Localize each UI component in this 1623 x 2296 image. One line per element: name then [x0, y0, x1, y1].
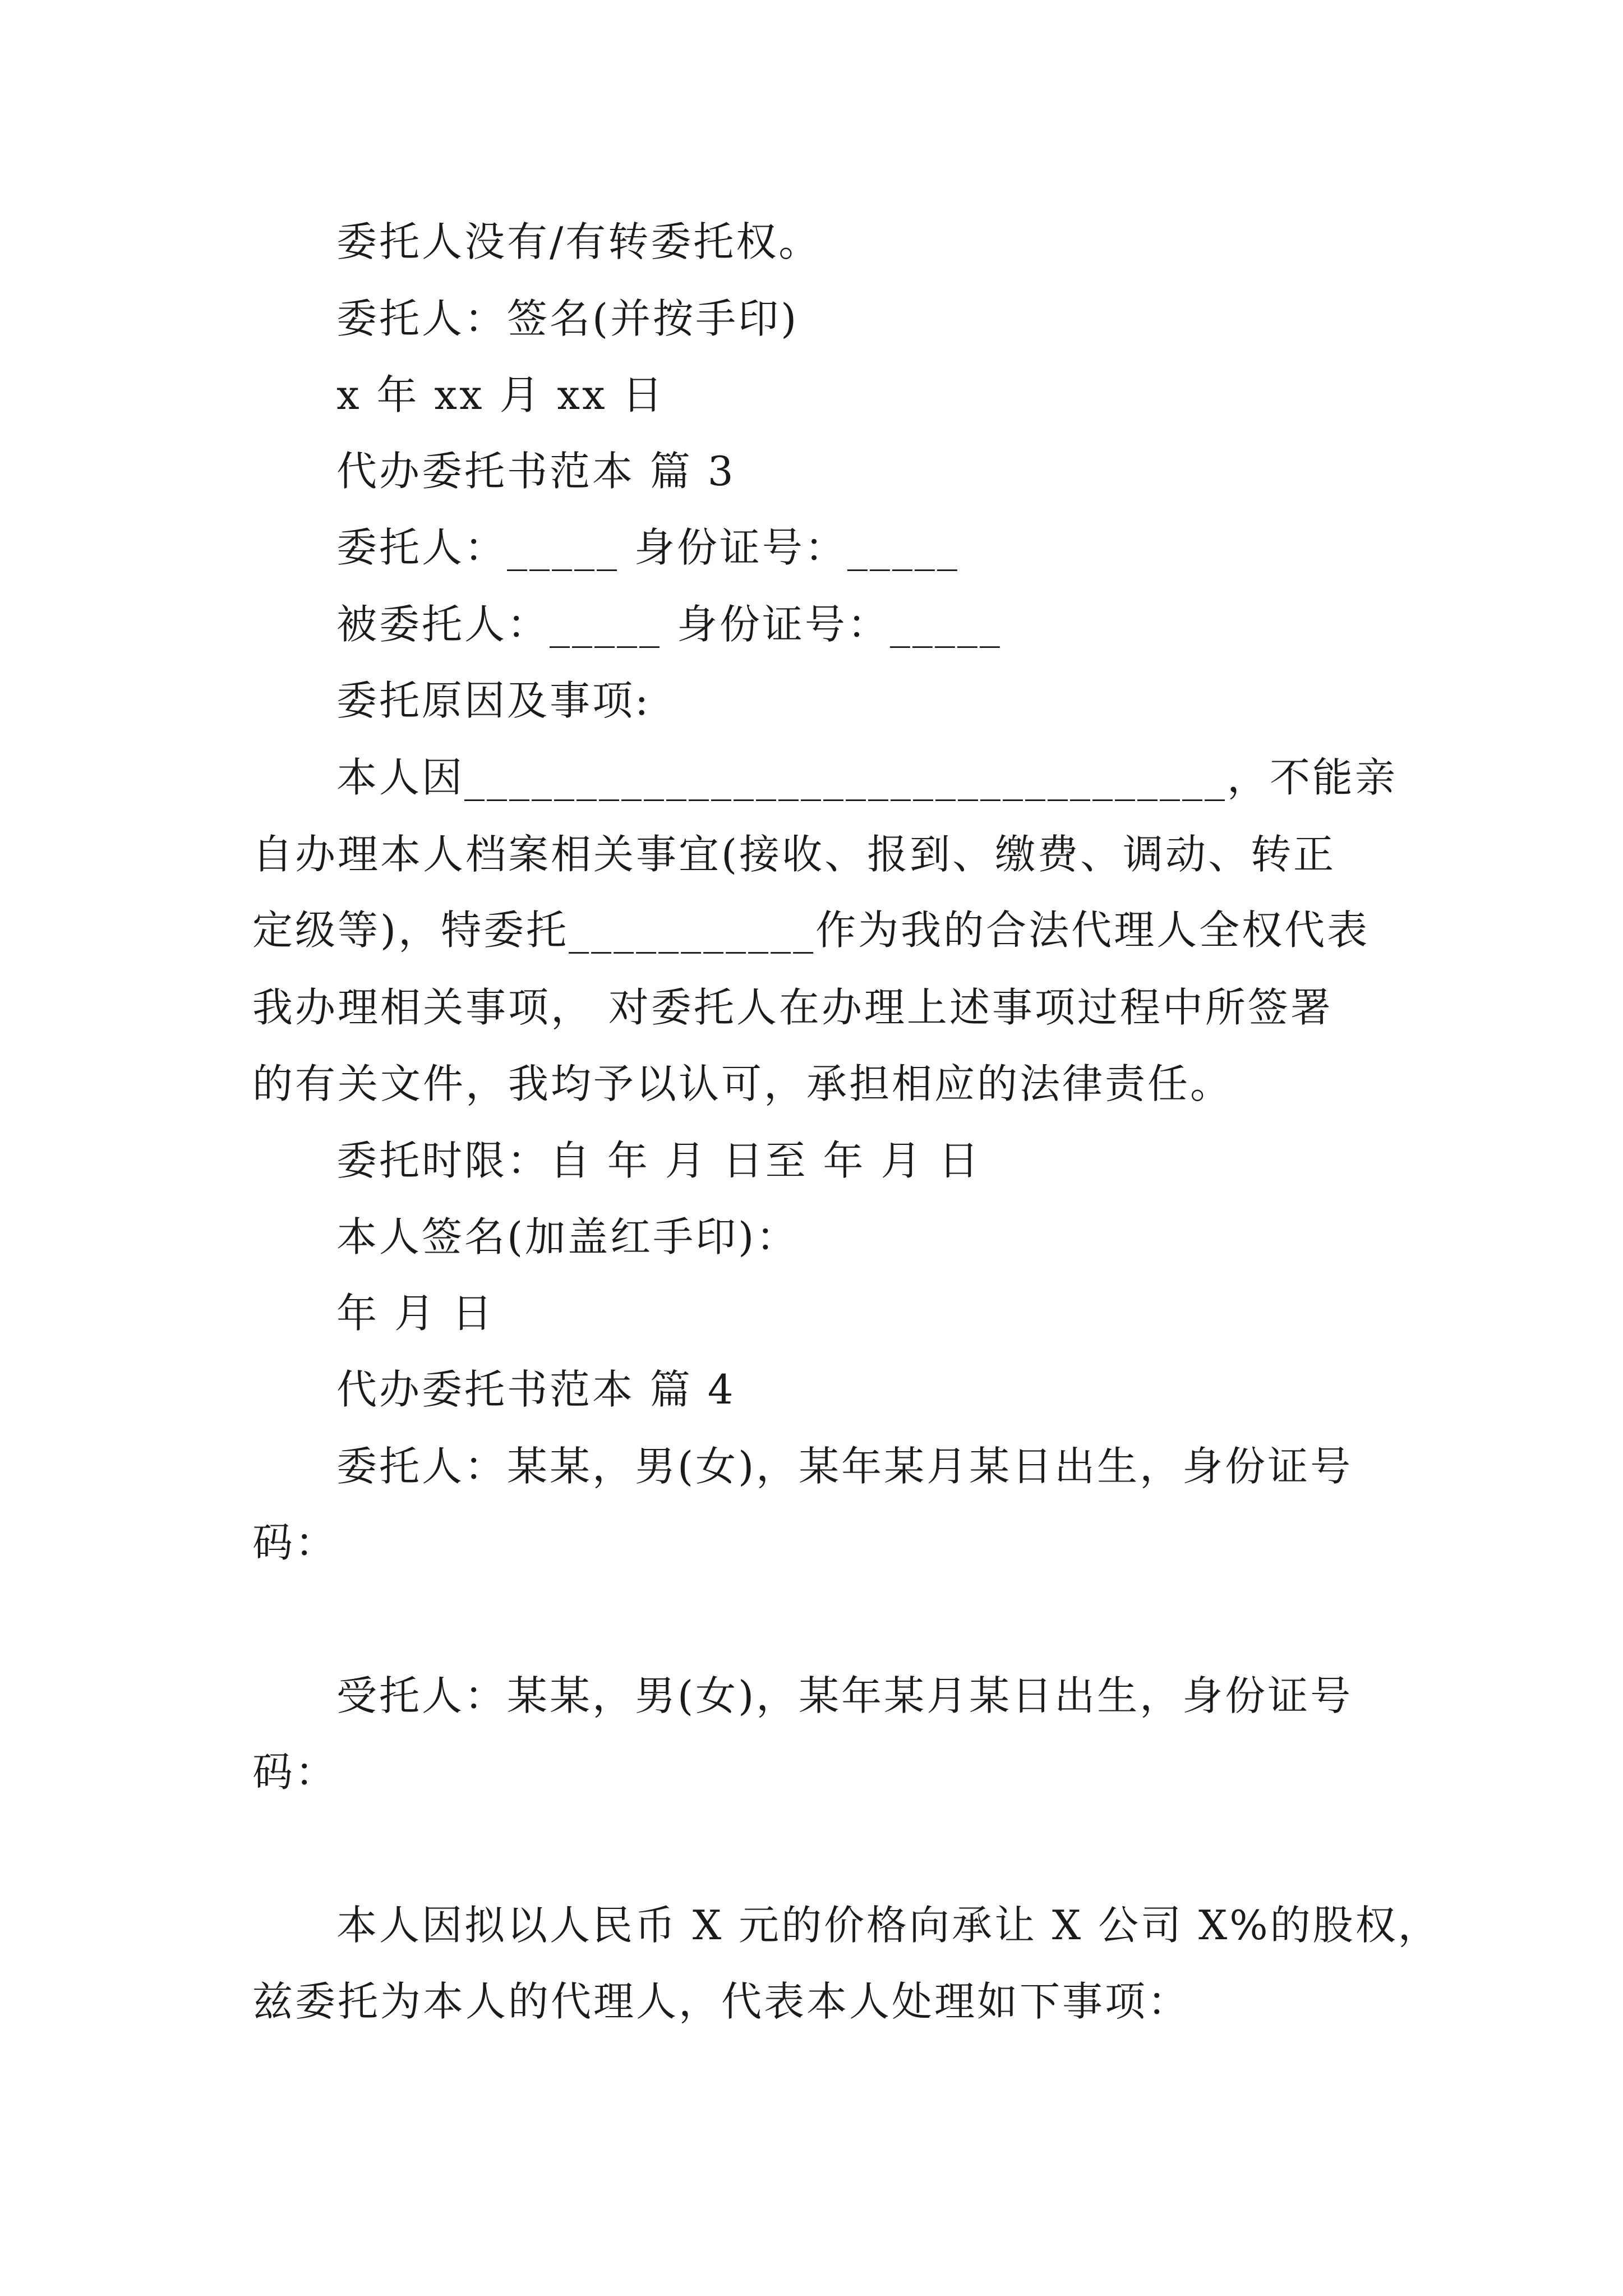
text-line-own-signature: 本人签名(加盖红手印)：	[336, 1213, 799, 1260]
paragraph-reason-line-2: 自办理本人档案相关事宜(接收、报到、缴费、调动、转正	[252, 831, 1336, 878]
text-line-principal-id-cont: 码：	[252, 1519, 338, 1566]
section-heading-3: 代办委托书范本 篇 3	[336, 448, 736, 495]
paragraph-reason-line-5: 的有关文件，我均予以认可，承担相应的法律责任。	[252, 1060, 1233, 1107]
text-line-reason-heading: 委托原因及事项:	[336, 677, 651, 724]
text-line-trustee-id-cont: 码：	[252, 1749, 338, 1796]
text-line-principal-info: 委托人：某某，男(女)，某年某月某日出生，身份证号	[336, 1443, 1353, 1490]
text-line-date: x 年 xx 月 xx 日	[336, 371, 665, 418]
text-line-agent-id: 被委托人：_____ 身份证号：_____	[336, 601, 1002, 648]
paragraph-reason-line-1: 本人因__________________________________，不能亲	[336, 754, 1398, 801]
paragraph-equity-line-1: 本人因拟以人民币 X 元的价格向承让 X 公司 X%的股权，	[336, 1902, 1441, 1949]
text-line-term: 委托时限：自 年 月 日至 年 月 日	[336, 1137, 981, 1184]
text-line-principal-signature: 委托人：签名(并按手印)	[336, 295, 799, 342]
text-line-date-blank: 年 月 日	[336, 1290, 495, 1337]
paragraph-equity-line-2: 兹委托为本人的代理人，代表本人处理如下事项：	[252, 1978, 1191, 2025]
text-line-principal-id: 委托人：_____ 身份证号：_____	[336, 524, 960, 571]
text-line-transfer-right: 委托人没有/有转委托权。	[336, 218, 822, 265]
paragraph-reason-line-4: 我办理相关事项， 对委托人在办理上述事项过程中所签署	[252, 984, 1333, 1031]
paragraph-reason-line-3: 定级等)，特委托___________作为我的合法代理人全权代表	[252, 907, 1370, 954]
section-heading-4: 代办委托书范本 篇 4	[336, 1366, 736, 1413]
text-line-trustee-info: 受托人：某某，男(女)，某年某月某日出生，身份证号	[336, 1672, 1353, 1719]
